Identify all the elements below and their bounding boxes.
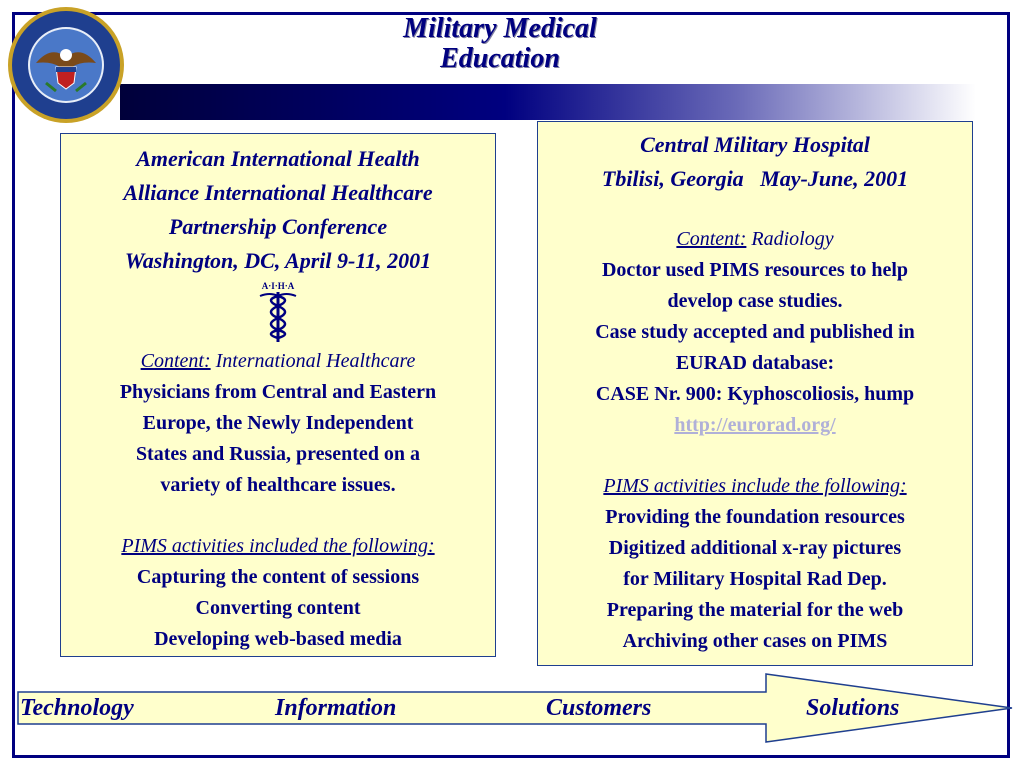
footer-label-solutions: Solutions	[806, 695, 900, 721]
right-content-text-5: CASE Nr. 900: Kyphoscoliosis, hump	[595, 383, 915, 405]
right-activity-5: Archiving other cases on PIMS	[622, 630, 888, 652]
left-activity-3: Developing web-based media	[154, 628, 402, 650]
left-content-line	[61, 346, 495, 377]
aiha-conference-box	[60, 133, 496, 657]
right-content-label: Content:	[676, 228, 747, 250]
right-heading-1: Central Military Hospital	[640, 132, 870, 157]
left-activity-1: Capturing the content of sessions	[136, 566, 420, 588]
right-activity-1: Providing the foundation resources	[605, 506, 905, 528]
footer-label-customers: Customers	[546, 695, 652, 721]
right-activities-label: PIMS activities include the following:	[603, 475, 907, 497]
left-content-label: Content:	[140, 350, 211, 372]
footer-label-technology: Technology	[20, 695, 134, 721]
right-content-topic: Radiology	[751, 228, 834, 250]
page-title	[300, 14, 700, 74]
title-line-2: Education	[440, 43, 560, 74]
central-military-hospital-box	[537, 121, 973, 666]
left-activity-2: Converting content	[195, 597, 361, 619]
left-heading-3: Partnership Conference	[168, 214, 388, 239]
footer-label-information: Information	[275, 695, 397, 721]
right-content-text-1: Doctor used PIMS resources to help	[601, 259, 909, 281]
aiha-caduceus-logo	[248, 280, 308, 344]
right-heading-2: Tbilisi, Georgia May-June, 2001	[601, 166, 909, 191]
right-content-line	[538, 224, 972, 255]
svg-text:A·I·H·A: A·I·H·A	[261, 281, 295, 291]
right-content-text-4: EURAD database:	[675, 352, 835, 374]
right-content-text-3: Case study accepted and published in	[595, 321, 915, 343]
header-gradient-bar	[120, 84, 976, 120]
eurorad-link[interactable]: http://eurorad.org/	[674, 414, 836, 436]
right-activity-3: for Military Hospital Rad Dep.	[623, 568, 887, 590]
left-content-text-2: Europe, the Newly Independent	[142, 412, 414, 434]
dod-seal-logo	[6, 5, 126, 125]
left-heading-2: Alliance International Healthcare	[123, 180, 433, 205]
left-heading-1: American International Health	[136, 146, 420, 171]
left-activities-label: PIMS activities included the following:	[121, 535, 435, 557]
left-content-text-1: Physicians from Central and Eastern	[119, 381, 437, 403]
left-heading-4: Washington, DC, April 9-11, 2001	[124, 248, 432, 273]
title-line-1: Military Medical	[403, 13, 597, 44]
left-content-text-4: variety of healthcare issues.	[160, 474, 396, 496]
right-activity-2: Digitized additional x-ray pictures	[608, 537, 902, 559]
left-content-topic: International Healthcare	[215, 350, 416, 372]
left-content-text-3: States and Russia, presented on a	[135, 443, 421, 465]
right-activity-4: Preparing the material for the web	[606, 599, 904, 621]
right-content-text-2: develop case studies.	[667, 290, 843, 312]
